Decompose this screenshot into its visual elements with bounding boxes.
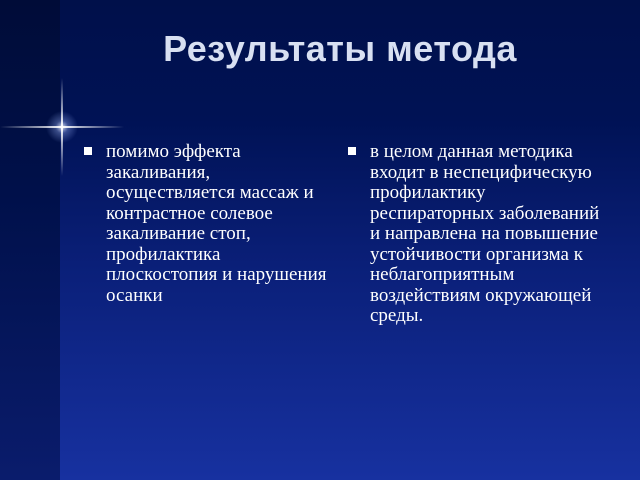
square-bullet-icon [84, 147, 92, 155]
slide-title: Результаты метода [163, 28, 517, 69]
bullet-text: помимо эффекта закаливания, осуществляется массаж и контрастное солевое закаливание стоп, профилактика плоскостопия и нарушения осанки [106, 141, 327, 306]
left-column [84, 142, 334, 306]
bullet-item [84, 142, 334, 306]
right-column [348, 142, 608, 327]
square-bullet-icon [348, 147, 356, 155]
bullet-item [348, 142, 608, 327]
bullet-text: в целом данная методика входит в неспецифическую профилактику респираторных заболеваний и направлена на повышение устойчивости организма к неблагоприятным воздействиям окружающей среды. [370, 141, 600, 326]
